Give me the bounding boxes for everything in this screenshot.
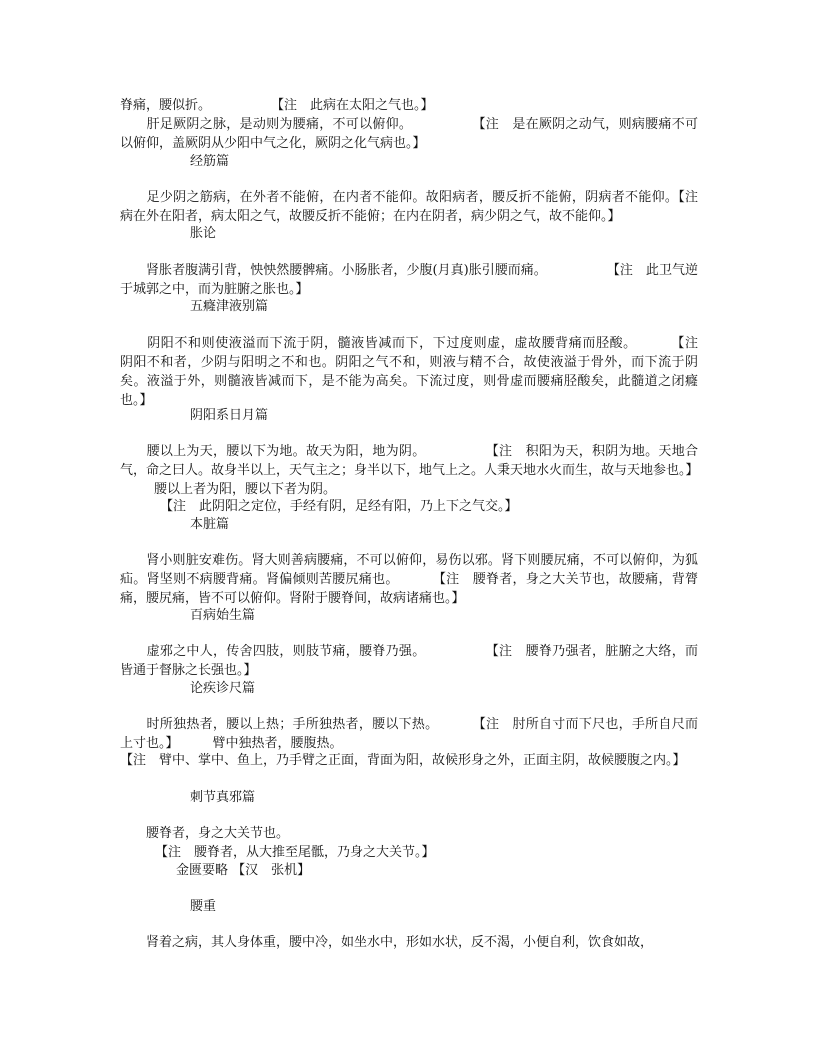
annotation: 【注 臂中、掌中、鱼上，乃手臂之正面，背面为阳，故候形身之外，正面主阴，故候腰腹之内。】 xyxy=(120,753,686,768)
section-heading: 刺节真邪篇 xyxy=(190,790,256,805)
annotation-line xyxy=(120,751,698,770)
annotation: 【注 腰脊者，身之大关节也，故腰痛，背膂痛，腰尻痛，皆不可以俯仰。肾附于腰脊间，故病诸痛也。】 xyxy=(120,572,698,606)
body-text: 腰以上为天，腰以下为地。故天为阳，地为阴。 xyxy=(120,444,426,459)
paragraph xyxy=(120,824,698,843)
paragraph xyxy=(120,115,698,153)
annotation-line xyxy=(155,843,698,862)
paragraph xyxy=(120,261,698,299)
body-text: 肝足厥阴之脉，是动则为腰痛，不可以俯仰。 xyxy=(120,117,413,132)
section-heading: 论疾诊尺篇 xyxy=(190,681,256,696)
body-text: 肾胀者腹满引背，怏怏然腰髀痛。小肠胀者，少腹(月真)胀引腰而痛。 xyxy=(120,263,547,278)
annotation: 【注 积阳为天，积阴为地。天地合气，命之曰人。故身半以上，天气主之；身半以下，地气上之。人秉天地水火而生，故与天地参也。】 xyxy=(120,444,699,478)
annotation: 【注 此病在太阳之气也。】 xyxy=(271,98,434,113)
body-text: 虚邪之中人，传舍四肢，则肢节痛，腰脊乃强。 xyxy=(120,644,426,659)
annotation: 【注 阴阳不和者，少阴与阳明之不和也。阴阳之气不和，则液与精不合，故使液溢于骨外，而下流于阴矣。液溢于外，则髓液皆减而下，是不能为高矣。下流过度，则骨虚而腰痛胫酸矣，此髓道之闭癃也。】 xyxy=(120,336,711,408)
paragraph xyxy=(120,188,712,226)
paragraph xyxy=(120,442,698,499)
annotation: 【注 腰脊者，从大推至尾骶，乃身之大关节。】 xyxy=(155,845,435,860)
body-text: 臂中独热者，腰腹热。 xyxy=(212,736,343,751)
book-heading: 金匮要略 【汉 张机】 xyxy=(176,863,311,878)
body-text: 足少阴之筋病，在外者不能俯，在内者不能仰。故阳病者，腰反折不能俯，阴病者不能仰。【注 病在外在阳者，病太阳之气，故腰反折不能俯；在内在阴者，病少阴之气，故不能仰。】 xyxy=(120,190,712,224)
body-text: 肾小则脏安难伤。肾大则善病腰痛，不可以俯仰，易伤以邪。肾下则腰尻痛，不可以俯仰，为狐疝。肾坚则不病腰背痛。肾偏倾则苦腰尻痛也。 xyxy=(120,553,698,587)
annotation-line xyxy=(160,497,698,516)
body-text: 腰以上者为阳，腰以下者为阴。 xyxy=(154,482,337,497)
annotation: 【注 肘所自寸而下尺也，手所自尺而上寸也。】 xyxy=(120,717,698,751)
paragraph xyxy=(120,715,698,753)
annotation: 【注 此阴阳之定位，手经有阴，足经有阳，乃上下之气交。】 xyxy=(160,499,518,514)
section-heading: 经筋篇 xyxy=(190,154,230,169)
text-line xyxy=(120,96,698,115)
section-heading: 阴阳系日月篇 xyxy=(190,408,269,423)
body-text: 时所独热者，腰以上热；手所独热者，腰以下热。 xyxy=(120,717,439,732)
body-text: 阴阳不和则使液溢而下流于阴，髓液皆减而下，下过度则虚，虚故腰背痛而胫酸。 xyxy=(120,336,637,351)
section-heading: 腰重 xyxy=(190,899,217,914)
paragraph xyxy=(120,642,698,680)
paragraph xyxy=(120,933,698,952)
paragraph xyxy=(120,334,711,410)
paragraph xyxy=(120,551,698,608)
body-text: 腰脊者，身之大关节也。 xyxy=(120,826,290,841)
body-text: 肾着之病，其人身体重，腰中冷，如坐水中，形如水状，反不渴，小便自利，饮食如故， xyxy=(120,935,654,950)
section-heading: 百病始生篇 xyxy=(190,608,256,623)
annotation: 【注 是在厥阴之动气，则病腰痛不可以俯仰，盖厥阴从少阳中气之化，厥阴之化气病也。】 xyxy=(120,117,698,151)
annotation: 【注 腰脊乃强者，脏腑之大络，而皆通于督脉之长强也。】 xyxy=(120,644,698,678)
section-heading: 五癃津液别篇 xyxy=(190,299,269,314)
section-heading: 胀论 xyxy=(190,226,217,241)
annotation: 【注 此卫气逆于城郭之中，而为脏腑之胀也。】 xyxy=(120,263,698,297)
body-text: 脊痛，腰似折。 xyxy=(120,98,212,113)
section-heading: 本脏篇 xyxy=(190,517,230,532)
